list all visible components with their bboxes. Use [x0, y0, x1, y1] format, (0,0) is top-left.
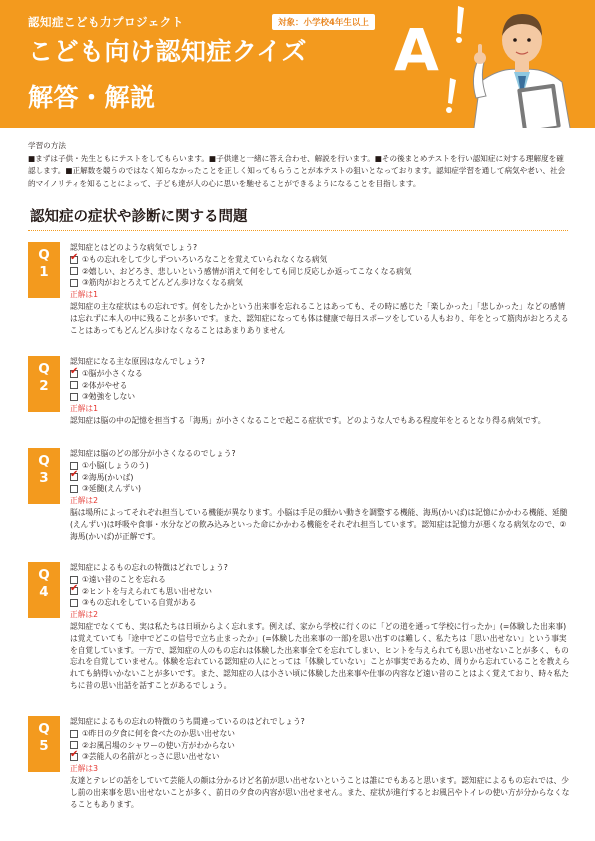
explanation: 脳は場所によってそれぞれ担当している機能が異なります。小脳は手足の細かい動きを調整する機能、海馬(かいば)は記憶にかかわる機能、延髄(えんずい)は呼吸や食事・水分などの飲み込みといった命にかかわる機能をそれぞれ担当しています。認知症は記憶力が悪くなる病気なので、②海馬(かいば)が正解です。 — [70, 507, 568, 541]
question-text: 認知症とはどのような病気でしょう? — [70, 243, 198, 252]
section-title: 認知症の症状や診断に関する問題 — [30, 209, 248, 225]
question-number-tab: Q 3 — [28, 448, 60, 504]
answer-a-icon: A — [394, 16, 439, 84]
answer-option: ③勉強をしない — [70, 391, 570, 403]
explanation: 認知症の主な症状はもの忘れです。何をしたかという出来事を忘れることはあっても、その時に感じた「楽しかった」「悲しかった」などの感情は忘れずに本人の中に残ることが多いです。また、認知症になっても体は健康で毎日スポーツをしている人もおり、年をとって筋肉がおとろえることはあってもどんどん歩けなくなることはあまりありません — [70, 301, 569, 335]
question-body — [70, 562, 570, 692]
checkbox-checked-icon — [70, 753, 78, 761]
question-text: 認知症は脳のどの部分が小さくなるのでしょう? — [70, 449, 236, 458]
answer-option: ✔ ②ヒントを与えられても思い出せない — [70, 586, 570, 598]
answer-option: ✔ ①脳が小さくなる — [70, 368, 570, 380]
explanation: 友達とテレビの話をしていて芸能人の顔は分かるけど名前が思い出せないということは誰にでもあると思います。認知症によるもの忘れでは、少し前の出来事を思い出せないことが多く、前日の夕食の内容が思い出せません。また、症状が進行するとお風呂やトイレの使い方が分からなくなることもあります。 — [70, 775, 570, 809]
answer-option: ③もの忘れをしている自覚がある — [70, 597, 570, 609]
checkbox-checked-icon — [70, 587, 78, 595]
checkbox-icon — [70, 279, 78, 287]
checkbox-icon — [70, 741, 78, 749]
study-method-text: ■まずは子供・先生ともにテストをしてもらいます。■子供達と一緒に答え合わせ、解説を行います。■その後まとめテストを行い認知症に対する理解度を確認します。■正解数を競うのではなく知らなかったことを正しく知ってもらうことが本テストの狙いとなっております。認知症学習を通して病気や老い、社会的マイノリティを知ることによって、子ども達が人の心に思いを馳せることができるようになることを目指します。 — [28, 153, 566, 188]
question-number-tab: Q 1 — [28, 242, 60, 298]
correct-answer: 正解は1 — [70, 290, 98, 300]
section-divider — [28, 230, 568, 231]
question-text: 認知症になる主な原因はなんでしょう? — [70, 357, 205, 366]
doctor-illustration — [392, 0, 595, 128]
checkbox-icon — [70, 381, 78, 389]
exclamation-icon — [448, 78, 456, 104]
checkbox-icon — [70, 485, 78, 493]
answer-option: ②嬉しい、おどろき、悲しいという感情が消えて何をしても同じ反応しか返ってこなくなる病気 — [70, 266, 570, 278]
question-body — [70, 716, 570, 810]
project-name: 認知症こども力プロジェクト — [28, 15, 184, 29]
correct-answer: 正解は2 — [70, 610, 98, 620]
question-block — [28, 448, 568, 556]
answer-option: ✔ ③芸能人の名前がとっさに思い出せない — [70, 751, 570, 763]
header-banner — [0, 0, 595, 128]
answer-option: ✔ ①もの忘れをして少しずついろいろなことを覚えていられなくなる病気 — [70, 254, 570, 266]
page-subtitle: 解答・解説 — [28, 83, 156, 112]
correct-answer: 正解は1 — [70, 404, 98, 414]
checkbox-icon — [70, 267, 78, 275]
study-method — [28, 140, 568, 190]
answer-option: ②お風呂場のシャワーの使い方がわからない — [70, 740, 570, 752]
correct-answer: 正解は3 — [70, 764, 98, 774]
question-text: 認知症によるもの忘れの特徴のうち間違っているのはどれでしょう? — [70, 717, 305, 726]
answer-option: ③延髄(えんずい) — [70, 483, 570, 495]
correct-answer: 正解は2 — [70, 496, 98, 506]
answer-option: ①遠い昔のことを忘れる — [70, 574, 570, 586]
question-number-tab: Q 2 — [28, 356, 60, 412]
answer-option: ①昨日の夕食に何を食べたのか思い出せない — [70, 728, 570, 740]
question-number-tab: Q 5 — [28, 716, 60, 772]
question-block — [28, 242, 568, 350]
question-body — [70, 448, 570, 542]
exclamation-icon — [457, 6, 464, 34]
checkbox-icon — [70, 599, 78, 607]
answer-option: ①小脳(しょうのう) — [70, 460, 570, 472]
question-number-tab: Q 4 — [28, 562, 60, 618]
checkbox-checked-icon — [70, 370, 78, 378]
answer-option: ✔ ②海馬(かいば) — [70, 472, 570, 484]
question-text: 認知症によるもの忘れの特徴はどれでしょう? — [70, 563, 228, 572]
question-block — [28, 562, 568, 708]
question-body — [70, 242, 570, 336]
checkbox-checked-icon — [70, 473, 78, 481]
audience-badge: 対象：小学校4年生以上 — [272, 14, 375, 30]
question-block — [28, 716, 568, 834]
checkbox-icon — [70, 393, 78, 401]
checkbox-icon — [70, 730, 78, 738]
checkbox-icon — [70, 576, 78, 584]
checkbox-checked-icon — [70, 256, 78, 264]
page-title: こども向け認知症クイズ — [28, 37, 308, 66]
explanation: 認知症でなくても、実は私たちは日頃からよく忘れます。例えば、家から学校に行くのに「どの道を通って学校に行ったか」(=体験した出来事)は覚えていても「途中でどこの信号で立ち止まったか」(=体験した出来事の一部)を思い出すのは難しく、私たちは「思い出せない」という事実を自覚しています。一方で、認知症の人のもの忘れは体験した出来事全てを忘れてしまい、ヒントを与えられても思い出せないことが多く、もの忘れを自覚していません。体験を忘れている認知症の人にとっては「体験していない」ことが事実であるため、周りから忘れていることを教えられても納得いかないことが多いです。また、認知症の人は小さい頃に体験した出来事や仕事の内容など遠い昔のことはよく覚えており、時々私たちに昔の思い出話を話すことがあるでしょう。 — [70, 621, 570, 690]
question-block — [28, 356, 568, 438]
question-body — [70, 356, 570, 427]
checkbox-icon — [70, 462, 78, 470]
answer-option: ②体がやせる — [70, 380, 570, 392]
study-method-title: 学習の方法 — [28, 141, 66, 150]
answer-option: ③筋肉がおとろえてどんどん歩けなくなる病気 — [70, 277, 570, 289]
explanation: 認知症は脳の中の記憶を担当する「海馬」が小さくなることで起こる症状です。どのような人でもある程度年をとるとなり得る病気です。 — [70, 415, 546, 425]
